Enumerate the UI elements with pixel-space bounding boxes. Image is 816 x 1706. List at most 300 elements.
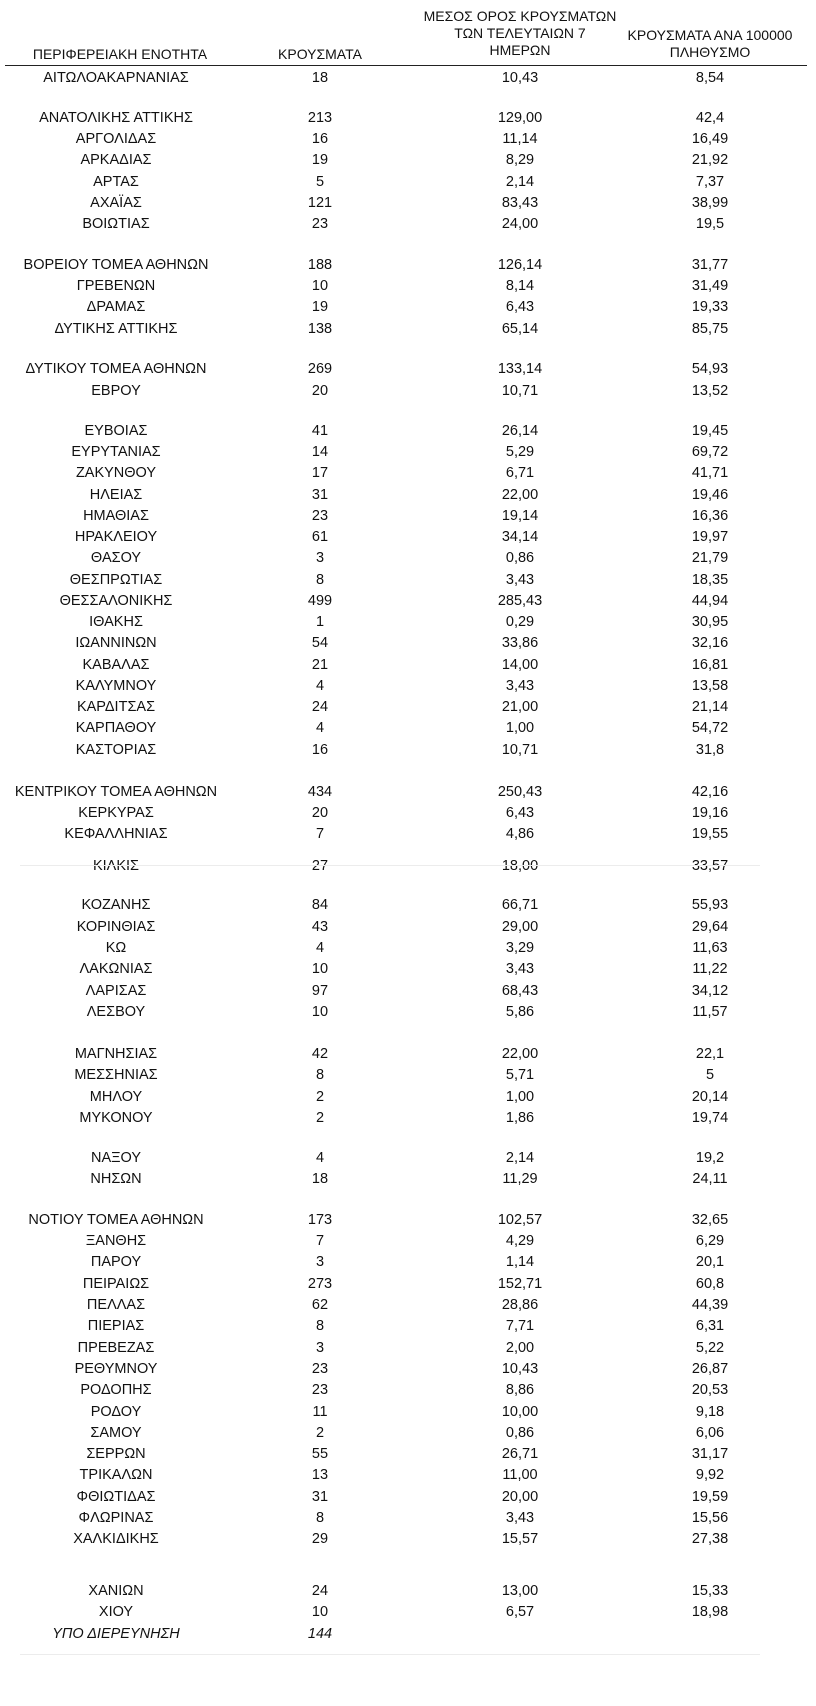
region-cell: ΙΩΑΝΝΙΝΩΝ [75,635,157,651]
avg-7-days-cell: 68,43 [501,983,539,999]
region-cell: ΠΕΙΡΑΙΩΣ [82,1276,150,1292]
region-cell: ΘΑΣΟΥ [90,550,142,566]
per-100k-cell: 60,8 [695,1276,725,1292]
per-100k-cell: 11,57 [692,1004,728,1020]
region-cell: ΠΙΕΡΙΑΣ [87,1318,145,1334]
per-100k-cell: 20,14 [691,1089,729,1105]
avg-7-days-cell: 3,43 [505,678,535,694]
table-row [0,129,816,149]
cases-cell: 2 [315,1110,325,1126]
cases-cell: 144 [307,1626,333,1642]
avg-7-days-cell: 5,86 [505,1004,535,1020]
region-cell: ΚΑΣΤΟΡΙΑΣ [75,742,157,758]
cases-cell: 4 [315,678,325,694]
region-cell: ΘΕΣΠΡΩΤΙΑΣ [69,572,163,588]
cases-cell: 121 [307,195,333,211]
avg-7-days-cell: 7,71 [505,1318,535,1334]
cases-cell: 269 [307,361,333,377]
avg-7-days-cell: 8,29 [505,152,535,168]
region-cell: ΡΟΔΟΠΗΣ [80,1382,152,1398]
table-row [0,959,816,979]
avg-7-days-cell: 22,00 [501,1046,539,1062]
avg-7-days-cell: 19,14 [501,508,539,524]
per-100k-cell: 13,52 [691,383,729,399]
per-100k-cell: 24,11 [692,1171,728,1187]
per-100k-cell: 21,14 [691,699,729,715]
table-row [0,1487,816,1507]
table-row [0,1359,816,1379]
avg-7-days-cell: 33,86 [501,635,539,651]
cases-cell: 23 [311,1361,329,1377]
per-100k-cell: 31,49 [691,278,729,294]
table-row [0,1529,816,1549]
table-row [0,824,816,844]
avg-7-days-cell: 1,14 [505,1254,535,1270]
avg-7-days-cell: 0,86 [505,1425,535,1441]
avg-7-days-cell: 21,00 [501,699,539,715]
avg-7-days-cell: 18,00 [501,858,539,874]
region-cell: ΝΑΞΟΥ [90,1150,142,1166]
cases-cell: 3 [315,1340,325,1356]
table-row [0,172,816,192]
avg-7-days-cell: 29,00 [501,919,539,935]
region-cell: ΡΟΔΟΥ [90,1404,142,1420]
region-cell: ΤΡΙΚΑΛΩΝ [79,1467,153,1483]
per-100k-cell: 31,77 [691,257,729,273]
cases-cell: 61 [311,529,329,545]
per-100k-cell: 44,39 [691,1297,729,1313]
per-100k-cell: 85,75 [691,321,729,337]
table-row [0,655,816,675]
cases-cell: 8 [315,1510,325,1526]
avg-7-days-cell: 3,43 [505,1510,535,1526]
avg-7-days-cell: 5,71 [505,1067,535,1083]
header-rule [5,65,807,66]
faint-divider [20,865,760,866]
region-cell: ΗΜΑΘΙΑΣ [83,508,149,524]
avg-7-days-cell: 24,00 [501,216,539,232]
avg-7-days-cell: 65,14 [501,321,539,337]
per-100k-cell: 21,92 [691,152,729,168]
per-100k-cell: 27,38 [691,1531,729,1547]
table-row [0,255,816,275]
region-cell: ΚΑΒΑΛΑΣ [82,657,150,673]
cases-cell: 8 [315,1318,325,1334]
per-100k-cell: 15,56 [691,1510,729,1526]
region-cell: ΔΥΤΙΚΗΣ ΑΤΤΙΚΗΣ [54,321,178,337]
region-cell: ΕΒΡΟΥ [91,383,141,399]
avg-7-days-cell: 10,00 [501,1404,539,1420]
per-100k-cell: 54,72 [691,720,729,736]
per-100k-cell: 34,12 [691,983,729,999]
table-row [0,527,816,547]
avg-7-days-cell: 22,00 [501,487,539,503]
avg-7-days-cell: 5,29 [505,444,535,460]
table-row [0,676,816,696]
per-100k-cell: 5,22 [695,1340,725,1356]
per-100k-cell: 19,2 [695,1150,725,1166]
table-row [0,506,816,526]
table-row [0,1423,816,1443]
avg-7-days-cell: 15,57 [501,1531,539,1547]
table-row [0,1231,816,1251]
per-100k-cell: 19,74 [691,1110,729,1126]
cases-cell: 55 [311,1446,329,1462]
per-100k-cell: 19,46 [691,487,729,503]
cases-cell: 43 [311,919,329,935]
cases-cell: 13 [311,1467,329,1483]
per-100k-cell: 16,36 [691,508,729,524]
region-cell: ΧΑΝΙΩΝ [88,1583,144,1599]
region-cell: ΛΕΣΒΟΥ [86,1004,146,1020]
cases-cell: 4 [315,1150,325,1166]
table-row [0,1624,816,1644]
cases-cell: 14 [311,444,329,460]
per-100k-cell: 9,18 [695,1404,725,1420]
per-100k-cell: 69,72 [691,444,729,460]
table-row [0,485,816,505]
cases-cell: 3 [315,550,325,566]
cases-cell: 8 [315,572,325,588]
region-cell: ΝΟΤΙΟΥ ΤΟΜΕΑ ΑΘΗΝΩΝ [28,1212,204,1228]
table-row [0,591,816,611]
table-row [0,917,816,937]
region-cell: ΠΕΛΛΑΣ [86,1297,146,1313]
table-row [0,1602,816,1622]
region-cell: ΚΑΛΥΜΝΟΥ [75,678,157,694]
region-cell: ΓΡΕΒΕΝΩΝ [76,278,156,294]
table-row [0,1274,816,1294]
table-row [0,1065,816,1085]
region-cell: ΙΘΑΚΗΣ [89,614,143,630]
region-cell: ΠΑΡΟΥ [90,1254,142,1270]
region-cell: ΔΥΤΙΚΟΥ ΤΟΜΕΑ ΑΘΗΝΩΝ [25,361,207,377]
avg-7-days-cell: 3,29 [505,940,535,956]
region-cell: ΑΡΚΑΔΙΑΣ [80,152,152,168]
avg-7-days-cell: 10,43 [501,70,539,86]
avg-7-days-cell: 1,86 [505,1110,535,1126]
cases-cell: 10 [311,1004,329,1020]
per-100k-cell: 20,53 [691,1382,729,1398]
table-row [0,214,816,234]
per-100k-cell: 54,93 [691,361,729,377]
per-100k-cell: 32,65 [691,1212,729,1228]
per-100k-cell: 44,94 [691,593,729,609]
avg-7-days-cell: 20,00 [501,1489,539,1505]
cases-cell: 23 [311,508,329,524]
avg-7-days-cell: 6,43 [505,299,535,315]
cases-cell: 27 [311,858,329,874]
avg-7-days-cell: 10,71 [501,742,539,758]
per-100k-cell: 11,63 [692,940,728,956]
table-row [0,1380,816,1400]
region-cell: ΚΕΦΑΛΛΗΝΙΑΣ [64,826,168,842]
header-cases: ΚΡΟΥΣΜΑΤΑ [278,46,362,62]
region-cell: ΠΡΕΒΕΖΑΣ [77,1340,155,1356]
region-cell: ΑΡΓΟΛΙΔΑΣ [75,131,157,147]
region-cell: ΚΑΡΔΙΤΣΑΣ [76,699,156,715]
table-row [0,68,816,88]
avg-7-days-cell: 1,00 [505,1089,535,1105]
cases-cell: 23 [311,1382,329,1398]
cases-cell: 18 [311,1171,329,1187]
region-cell: ΣΕΡΡΩΝ [86,1446,146,1462]
per-100k-cell: 42,16 [691,784,729,800]
cases-cell: 19 [311,152,329,168]
table-row [0,782,816,802]
table-row [0,718,816,738]
avg-7-days-cell: 11,14 [502,131,538,147]
table-row [0,319,816,339]
cases-cell: 16 [311,742,329,758]
cases-cell: 23 [311,216,329,232]
cases-cell: 434 [307,784,333,800]
per-100k-cell: 32,16 [691,635,729,651]
table-row [0,359,816,379]
avg-7-days-cell: 2,14 [505,174,535,190]
per-100k-cell: 22,1 [695,1046,725,1062]
per-100k-cell: 19,55 [691,826,729,842]
per-100k-cell: 19,5 [695,216,725,232]
region-cell: ΒΟΙΩΤΙΑΣ [82,216,150,232]
avg-7-days-cell: 13,00 [501,1583,539,1599]
per-100k-cell: 6,29 [695,1233,725,1249]
cases-cell: 84 [311,897,329,913]
cases-cell: 18 [311,70,329,86]
per-100k-cell: 41,71 [691,465,729,481]
avg-7-days-cell: 26,71 [501,1446,539,1462]
region-cell: ΣΑΜΟΥ [90,1425,142,1441]
region-cell: ΜΑΓΝΗΣΙΑΣ [74,1046,158,1062]
avg-7-days-cell: 133,14 [497,361,543,377]
header-cases-per-100k: ΚΡΟΥΣΜΑΤΑ ΑΝΑ 100000 ΠΛΗΘΥΣΜΟ [627,27,793,60]
table-row [0,856,816,876]
avg-7-days-cell: 4,86 [505,826,535,842]
cases-cell: 2 [315,1425,325,1441]
cases-cell: 19 [311,299,329,315]
region-cell: ΧΑΛΚΙΔΙΚΗΣ [73,1531,159,1547]
avg-7-days-cell: 10,71 [501,383,539,399]
table-row [0,108,816,128]
avg-7-days-cell: 8,86 [505,1382,535,1398]
region-cell: ΑΡΤΑΣ [93,174,139,190]
cases-cell: 62 [311,1297,329,1313]
region-cell: ΚΩ [105,940,127,956]
avg-7-days-cell: 129,00 [497,110,543,126]
region-cell: ΦΛΩΡΙΝΑΣ [78,1510,154,1526]
cases-cell: 3 [315,1254,325,1270]
per-100k-cell: 30,95 [691,614,729,630]
cases-cell: 138 [307,321,333,337]
region-cell: ΜΕΣΣΗΝΙΑΣ [74,1067,158,1083]
per-100k-cell: 18,35 [691,572,729,588]
avg-7-days-cell: 14,00 [501,657,539,673]
region-cell: ΑΙΤΩΛΟΑΚΑΡΝΑΝΙΑΣ [43,70,189,86]
avg-7-days-cell: 11,29 [502,1171,538,1187]
table-row [0,1444,816,1464]
region-cell: ΛΑΚΩΝΙΑΣ [79,961,153,977]
avg-7-days-cell: 66,71 [501,897,539,913]
table-row [0,1002,816,1022]
per-100k-cell: 19,45 [691,423,729,439]
per-100k-cell: 19,16 [691,805,729,821]
avg-7-days-cell: 2,00 [505,1340,535,1356]
cases-cell: 213 [307,110,333,126]
table-row [0,150,816,170]
cases-cell: 31 [311,487,329,503]
table-row [0,381,816,401]
table-row [0,740,816,760]
cases-cell: 42 [311,1046,329,1062]
cases-cell: 4 [315,940,325,956]
avg-7-days-cell: 0,29 [505,614,535,630]
table-row [0,633,816,653]
cases-cell: 5 [315,174,325,190]
table-row [0,612,816,632]
cases-cell: 188 [307,257,333,273]
per-100k-cell: 21,79 [691,550,729,566]
per-100k-cell: 9,92 [695,1467,725,1483]
table-row [0,1108,816,1128]
cases-cell: 24 [311,1583,329,1599]
cases-cell: 8 [315,1067,325,1083]
per-100k-cell: 18,98 [691,1604,729,1620]
table-row [0,548,816,568]
table-row [0,1316,816,1336]
avg-7-days-cell: 2,14 [505,1150,535,1166]
cases-cell: 29 [311,1531,329,1547]
table-row [0,1252,816,1272]
per-100k-cell: 38,99 [691,195,729,211]
per-100k-cell: 7,37 [695,174,725,190]
avg-7-days-cell: 4,29 [505,1233,535,1249]
region-cell: ΥΠΟ ΔΙΕΡΕΥΝΗΣΗ [52,1626,180,1642]
avg-7-days-cell: 285,43 [497,593,543,609]
cases-cell: 97 [311,983,329,999]
avg-7-days-cell: 28,86 [501,1297,539,1313]
cases-cell: 173 [307,1212,333,1228]
table-row [0,1087,816,1107]
region-cell: ΗΛΕΙΑΣ [89,487,143,503]
table-row [0,193,816,213]
avg-7-days-cell: 250,43 [497,784,543,800]
per-100k-cell: 6,06 [695,1425,725,1441]
per-100k-cell: 31,17 [691,1446,729,1462]
cases-cell: 17 [311,465,329,481]
region-cell: ΕΥΒΟΙΑΣ [84,423,148,439]
cases-cell: 20 [311,805,329,821]
region-cell: ΚΟΖΑΝΗΣ [81,897,151,913]
per-100k-cell: 26,87 [691,1361,729,1377]
per-100k-cell: 15,33 [691,1583,729,1599]
avg-7-days-cell: 6,71 [505,465,535,481]
region-cell: ΖΑΚΥΝΘΟΥ [75,465,157,481]
cases-cell: 10 [311,961,329,977]
table-row [0,421,816,441]
table-row [0,276,816,296]
per-100k-cell: 16,49 [691,131,729,147]
avg-7-days-cell: 6,57 [505,1604,535,1620]
per-100k-cell: 42,4 [695,110,725,126]
table-row [0,297,816,317]
table-row [0,1338,816,1358]
table-row [0,1508,816,1528]
table-row [0,1465,816,1485]
region-cell: ΚΙΛΚΙΣ [92,858,140,874]
header-avg-7-days: ΜΕΣΟΣ ΟΡΟΣ ΚΡΟΥΣΜΑΤΩΝ ΤΩΝ ΤΕΛΕΥΤΑΙΩΝ 7 ΗΜΕΡΩΝ [423,8,617,58]
table-row [0,981,816,1001]
per-100k-cell: 19,59 [691,1489,729,1505]
per-100k-cell: 16,81 [691,657,729,673]
cases-cell: 273 [307,1276,333,1292]
cases-cell: 41 [311,423,329,439]
table-row [0,1581,816,1601]
cases-cell: 24 [311,699,329,715]
per-100k-cell: 20,1 [695,1254,725,1270]
table-row [0,938,816,958]
per-100k-cell: 33,57 [691,858,729,874]
cases-cell: 54 [311,635,329,651]
table-row [0,1210,816,1230]
region-cell: ΜΥΚΟΝΟΥ [79,1110,153,1126]
region-cell: ΑΝΑΤΟΛΙΚΗΣ ΑΤΤΙΚΗΣ [39,110,193,126]
per-100k-cell: 19,33 [691,299,729,315]
cases-cell: 10 [311,278,329,294]
region-cell: ΦΘΙΩΤΙΔΑΣ [76,1489,156,1505]
avg-7-days-cell: 34,14 [501,529,539,545]
cases-cell: 20 [311,383,329,399]
region-cell: ΒΟΡΕΙΟΥ ΤΟΜΕΑ ΑΘΗΝΩΝ [23,257,209,273]
cases-cell: 2 [315,1089,325,1105]
cases-cell: 499 [307,593,333,609]
cases-cell: 11 [312,1404,328,1420]
table-row [0,895,816,915]
avg-7-days-cell: 26,14 [501,423,539,439]
region-cell: ΡΕΘΥΜΝΟΥ [74,1361,158,1377]
per-100k-cell: 55,93 [691,897,729,913]
region-cell: ΞΑΝΘΗΣ [85,1233,147,1249]
cases-cell: 10 [311,1604,329,1620]
table-row [0,1169,816,1189]
avg-7-days-cell: 10,43 [501,1361,539,1377]
cases-cell: 7 [315,826,325,842]
table-row [0,442,816,462]
per-100k-cell: 31,8 [695,742,725,758]
avg-7-days-cell: 102,57 [497,1212,543,1228]
region-cell: ΛΑΡΙΣΑΣ [85,983,147,999]
region-cell: ΚΕΝΤΡΙΚΟΥ ΤΟΜΕΑ ΑΘΗΝΩΝ [14,784,218,800]
per-100k-cell: 5 [705,1067,715,1083]
region-cell: ΚΑΡΠΑΘΟΥ [75,720,157,736]
cases-cell: 21 [311,657,329,673]
header-region: ΠΕΡΙΦΕΡΕΙΑΚΗ ΕΝΟΤΗΤΑ [32,46,208,62]
table-row [0,1295,816,1315]
cases-cell: 1 [315,614,325,630]
table-row [0,697,816,717]
per-100k-cell: 8,54 [695,70,725,86]
table-row [0,1402,816,1422]
table-row [0,463,816,483]
avg-7-days-cell: 3,43 [505,572,535,588]
avg-7-days-cell: 8,14 [505,278,535,294]
region-cell: ΚΕΡΚΥΡΑΣ [78,805,154,821]
avg-7-days-cell: 1,00 [505,720,535,736]
region-cell: ΧΙΟΥ [98,1604,134,1620]
region-cell: ΕΥΡΥΤΑΝΙΑΣ [71,444,161,460]
faint-divider [20,1654,760,1655]
table-row [0,1148,816,1168]
avg-7-days-cell: 11,00 [502,1467,538,1483]
